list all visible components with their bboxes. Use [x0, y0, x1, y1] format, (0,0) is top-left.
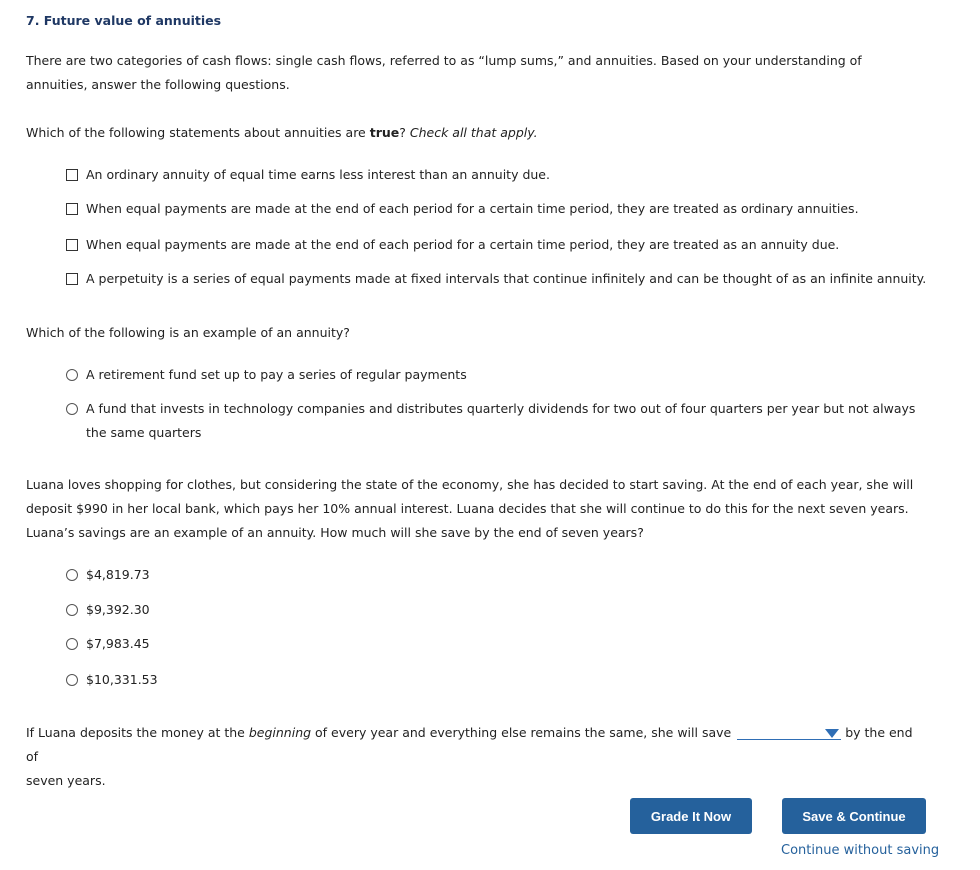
checkbox[interactable]: [66, 203, 78, 215]
radio-button[interactable]: [66, 674, 78, 686]
intro-text: There are two categories of cash flows: single cash flows, referred to as “lump sums,” and annuities. Based on your understanding of annuities, answer the following questions.: [26, 53, 862, 92]
radio-button[interactable]: [66, 638, 78, 650]
checkbox[interactable]: [66, 169, 78, 181]
radio-button[interactable]: [66, 369, 78, 381]
radio-button[interactable]: [66, 403, 78, 415]
checkbox[interactable]: [66, 239, 78, 251]
continue-without-saving-link[interactable]: Continue without saving: [781, 843, 940, 858]
q4-prompt: If Luana deposits the money at the beginning of every year and everything else remains the same, she will save by the end of seven years.: [26, 725, 913, 788]
q3-option-2[interactable]: $9,392.30: [66, 598, 150, 622]
grade-it-now-button[interactable]: Grade It Now: [630, 798, 752, 834]
checkbox[interactable]: [66, 273, 78, 285]
q1-option-1[interactable]: An ordinary annuity of equal time earns less interest than an annuity due.: [66, 163, 550, 187]
q3-option-4[interactable]: $10,331.53: [66, 668, 158, 692]
dropdown-caret-icon[interactable]: [825, 729, 839, 738]
q3-option-3[interactable]: $7,983.45: [66, 632, 150, 656]
q1-option-4[interactable]: A perpetuity is a series of equal payments made at fixed intervals that continue infinitely and can be thought of as an infinite annuity.: [66, 267, 926, 291]
radio-button[interactable]: [66, 604, 78, 616]
q1-option-2[interactable]: When equal payments are made at the end of each period for a certain time period, they are treated as ordinary annuities.: [66, 197, 859, 221]
q3-option-1[interactable]: $4,819.73: [66, 563, 150, 587]
q2-prompt: Which of the following is an example of an annuity?: [26, 325, 350, 340]
q1-option-3[interactable]: When equal payments are made at the end of each period for a certain time period, they are treated as an annuity due.: [66, 233, 839, 257]
q2-option-2[interactable]: A fund that invests in technology companies and distributes quarterly dividends for two out of four quarters per year but not always the same quarters: [66, 397, 926, 445]
q1-prompt: Which of the following statements about annuities are true? Check all that apply.: [26, 125, 538, 140]
question-title: 7. Future value of annuities: [26, 13, 222, 28]
q3-prompt: Luana loves shopping for clothes, but considering the state of the economy, she has decided to start saving. At the end of each year, she will deposit $990 in her local bank, which pays her 10% annual interest. Luana decides that she will continue to do this for the next seven years. Luana’s savings are an example of an annuity. How much will she save by the end of seven years?: [26, 477, 914, 540]
save-continue-button[interactable]: Save & Continue: [782, 798, 926, 834]
savings-dropdown[interactable]: [737, 727, 841, 740]
q2-option-1[interactable]: A retirement fund set up to pay a series of regular payments: [66, 363, 467, 387]
radio-button[interactable]: [66, 569, 78, 581]
